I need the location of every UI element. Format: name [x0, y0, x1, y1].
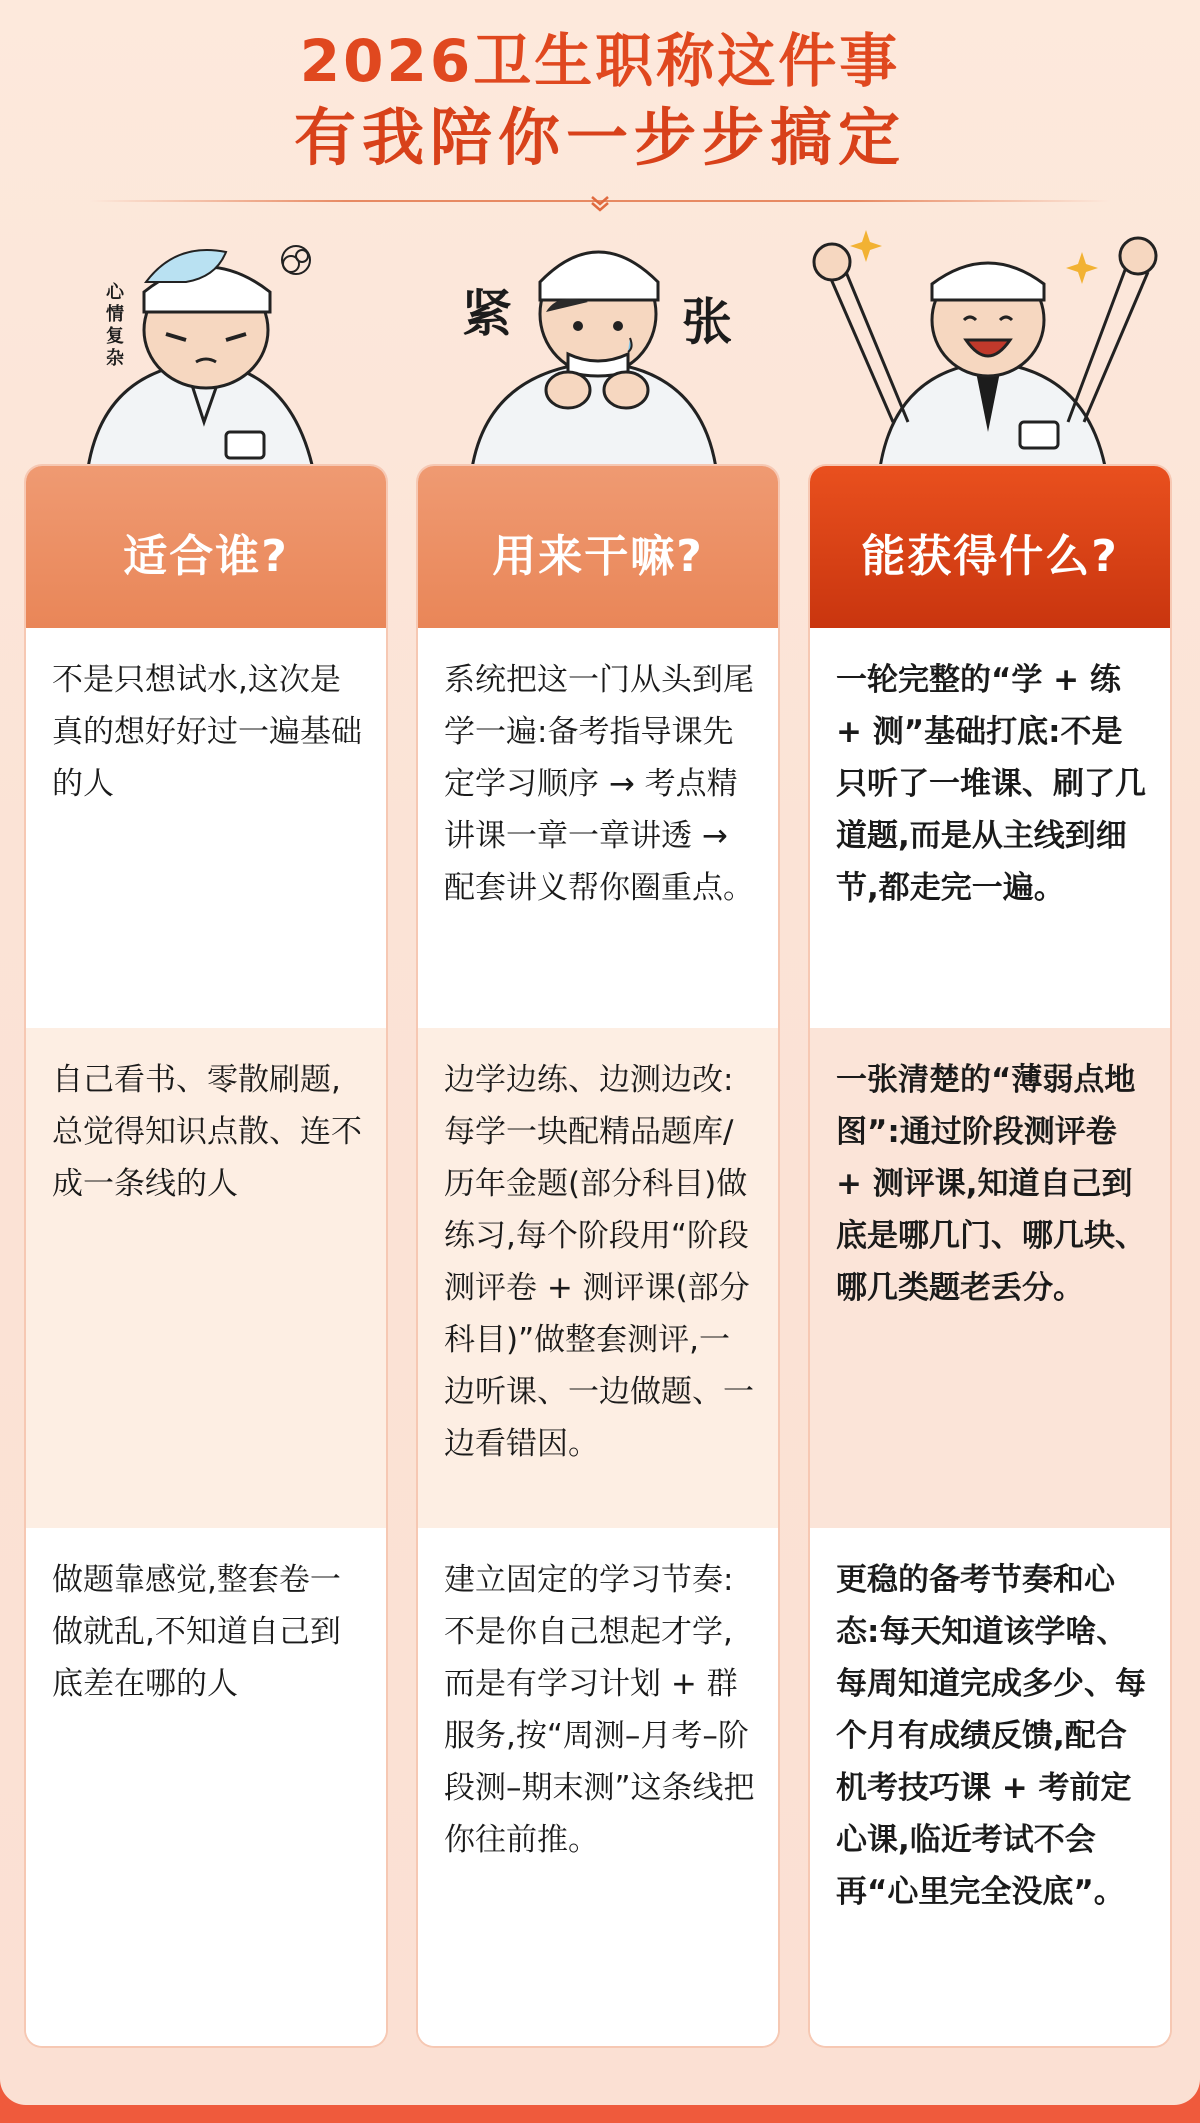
hero-title: 2026卫生职称这件事 [299, 27, 901, 95]
mood-doodle: 心情复杂 [106, 282, 124, 369]
nervous-doodle-left: 紧 [462, 285, 512, 343]
column-cell: 建立固定的学习节奏:不是你自己想起才学,而是有学习计划 + 群服务,按“周测–月考–阶段测–期末测”这条线把你往前推。 [418, 1528, 778, 2046]
column-cell: 做题靠感觉,整套卷一做就乱,不知道自己到底差在哪的人 [26, 1528, 386, 2046]
column-cell: 更稳的备考节奏和心态:每天知道该学啥、每周知道完成多少、每个月有成绩反馈,配合机考技巧课 + 考前定心课,临近考试不会再“心里完全没底”。 [810, 1528, 1170, 2046]
column-cell: 不是只想试水,这次是真的想好好过一遍基础的人 [26, 628, 386, 1028]
hero-subtitle: 有我陪你一步步搞定 [293, 101, 906, 174]
column-cell: 边学边练、边测边改:每学一块配精品题库/历年金题(部分科目)做练习,每个阶段用“阶段测评卷 + 测评课(部分科目)”做整套测评,一边听课、一边做题、一边看错因。 [418, 1028, 778, 1528]
column-header: 能获得什么? [810, 466, 1170, 628]
chevron-down-icon [590, 193, 610, 213]
column-header: 用来干嘛? [418, 466, 778, 628]
cheering-doctor-illustration [808, 222, 1168, 484]
nervous-doctor-illustration [418, 222, 778, 484]
column-cell: 一轮完整的“学 + 练 + 测”基础打底:不是只听了一堆课、刷了几道题,而是从主线到细节,都走完一遍。 [810, 628, 1170, 1028]
column-what-for [418, 466, 778, 2046]
column-gains [810, 466, 1170, 2046]
nervous-doodle-right: 张 [682, 293, 732, 351]
column-cell: 系统把这一门从头到尾学一遍:备考指导课先定学习顺序 → 考点精讲课一章一章讲透 → 配套讲义帮你圈重点。 [418, 628, 778, 1028]
column-cell: 自己看书、零散刷题,总觉得知识点散、连不成一条线的人 [26, 1028, 386, 1528]
column-header: 适合谁? [26, 466, 386, 628]
column-who [26, 466, 386, 2046]
column-cell: 一张清楚的“薄弱点地图”:通过阶段测评卷 + 测评课,知道自己到底是哪几门、哪几块、哪几类题老丢分。 [810, 1028, 1170, 1528]
confused-doctor-illustration [26, 222, 386, 484]
